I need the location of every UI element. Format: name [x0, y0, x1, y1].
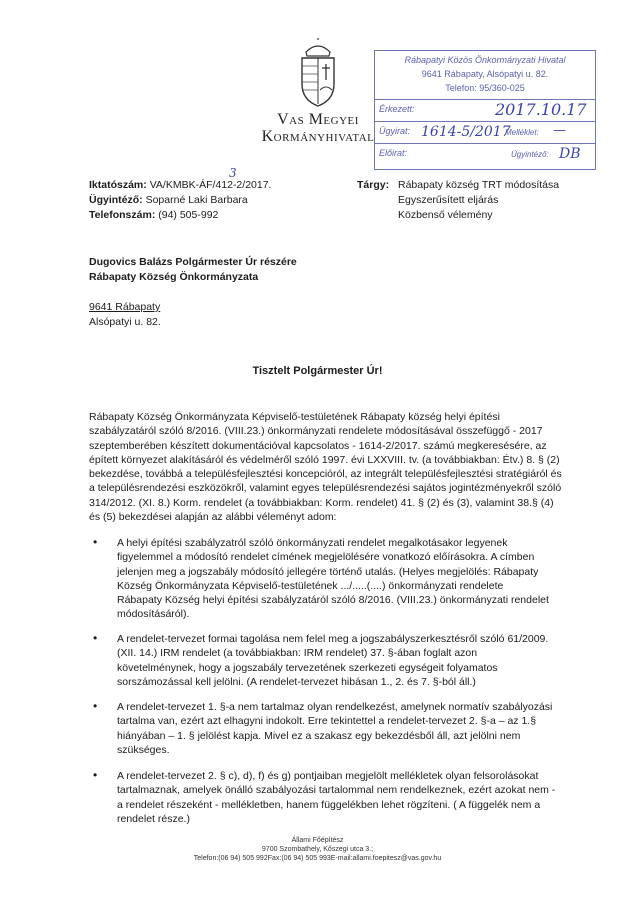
- intro-line: Rábapaty Község Önkormányzata Képviselő-testületének Rábapaty község helyi építési: [89, 411, 500, 423]
- bullet-paragraph-2: [117, 632, 569, 689]
- filing-handwritten-digit: 3: [229, 166, 237, 180]
- bullet-line: sorszámozással kell jelölni. (A rendelet-tervezet hibásan 1., 2. és 7. §-ból áll.): [117, 675, 476, 688]
- bullet-line: A helyi építési szabályzatról szóló önkormányzati rendelet megalkotásakor legyenek: [117, 537, 508, 549]
- intro-line: a településrendezési eszközökről, valamint egyes településrendezési sajátos jogintézményekről szóló: [89, 482, 562, 495]
- bullet-line: Község Önkormányzata Képviselő-testületének .../.....(....) önkormányzati rendelete: [117, 579, 504, 592]
- bullet-icon: •: [93, 535, 98, 549]
- filing-number-label: Iktatószám:: [89, 179, 147, 191]
- stamp-attachment-value: —: [553, 123, 566, 138]
- bullet-line: szükséges.: [117, 743, 170, 756]
- intro-paragraph: [89, 410, 569, 524]
- stamp-clerk-value: DB: [559, 146, 581, 162]
- bullet-icon: •: [93, 631, 98, 645]
- stamp-address: 9641 Rábapaty, Alsópatyi u. 82.: [421, 69, 549, 79]
- subject-line: Rábapaty község TRT módosítása: [398, 179, 560, 191]
- administrator-label: Ügyintéző:: [89, 194, 143, 206]
- subject-label: Tárgy:: [357, 179, 390, 191]
- subject-line: Közbenső vélemény: [398, 209, 493, 221]
- stamp-filing-value: 1614-5/2017: [421, 124, 511, 140]
- bullet-line: A rendelet-tervezet 1. §-a nem tartalmaz olyan rendelkezést, amelynek normatív szabályozási: [117, 701, 553, 713]
- stamp-clerk-label: Ügyintéző:: [511, 150, 549, 159]
- stamp-predecessor-label: Előirat:: [379, 148, 408, 158]
- administrator-value: Soparné Laki Barbara: [145, 194, 248, 206]
- phone-label: Telefonszám:: [89, 209, 156, 221]
- bullet-line: A rendelet-tervezet 2. § c), d), f) és g) pontjaiban megjelölt mellékletek olyan felsorolásokat: [117, 770, 539, 782]
- stamp-title: Rábapatyi Közös Önkormányzati Hivatal: [404, 55, 566, 65]
- registry-stamp: [374, 50, 596, 170]
- footer-line3: Telefon:(06 94) 505 992Fax:(06 94) 505 993E-mail:allami.foepitesz@vas.gov.hu: [193, 855, 442, 862]
- stamp-row-predecessor: [375, 143, 595, 168]
- phone-row: [89, 208, 271, 223]
- stamp-row-received: [375, 99, 595, 122]
- bullet-icon: •: [93, 768, 98, 782]
- subject-lines: [398, 178, 559, 223]
- subject-line: Egyszerűsített eljárás: [398, 194, 499, 206]
- recipient-line1: Dugovics Balázs Polgármester Úr részére: [89, 256, 297, 268]
- stamp-filing-label: Ügyirat:: [379, 126, 411, 136]
- footer: [150, 836, 485, 863]
- bullet-line: jelenjen meg a jogszabály módosító jellegére történő utalás. (Helyes megjelölés: Rábapaty: [117, 565, 539, 578]
- intro-line: és (5) bekezdései alapján az alábbi véleményt adom:: [89, 511, 337, 524]
- bullet-line: hiányában – 1. § jelölést kapja. Mivel ez a szakasz egy bekezdésből áll, azt jelölni nem: [117, 729, 521, 742]
- bullet-line: a rendelet részeként - mellékletben, hanem függelékben lehet rögzíteni. ( A függelék nem a: [117, 798, 541, 811]
- recipient-address1: 9641 Rábapaty: [89, 301, 161, 313]
- org-name-line2: Kormányhivatal: [261, 128, 375, 145]
- bullet-line: módosításáról).: [117, 608, 190, 621]
- bullet-line: tartalma van, ezért azt elhagyni indokolt. Erre tekintettel a rendelet-tervezet 2. §-a – az 1.§: [117, 715, 537, 728]
- bullet-line: tartalmaznak, amelyek önálló szabályozási tartalommal nem rendelkeznek, ezért azokat nem -: [117, 784, 556, 797]
- phone-value: (94) 505-992: [158, 209, 219, 221]
- footer-line2: 9700 Szombathely, Kőszegi utca 3.;: [261, 846, 374, 853]
- administrator-row: [89, 193, 271, 208]
- intro-line: szeptemberében készített dokumentációval kapcsolatos - 1614-2/2017. számú megkeresésére, az: [89, 439, 547, 452]
- bullet-line: rendelet része.): [117, 812, 190, 825]
- bullet-line: A rendelet-tervezet formai tagolása nem felel meg a jogszabályszerkesztésről szóló 61/2009.: [117, 633, 549, 645]
- org-name-line1: Vas Megyei: [277, 111, 359, 128]
- stamp-phone: Telefon: 95/360-025: [445, 83, 525, 93]
- stamp-attachment-label: Melléklet:: [505, 128, 539, 137]
- recipient-address: [89, 300, 161, 330]
- filing-number-value: VA/KMBK-ÁF/412-2/2017.: [149, 179, 272, 191]
- salutation: Tisztelt Polgármester Úr!: [252, 365, 383, 377]
- recipient: [89, 255, 297, 285]
- filing-number-row: [89, 178, 271, 193]
- intro-line: 314/2012. (XI. 8.) Korm. rendelet (a továbbiakban: Korm. rendelet) 41. § (2) és (3), valamint 38.§ (4): [89, 496, 554, 509]
- bullet-paragraph-3: [117, 700, 569, 757]
- footer-line1: Állami Főépítész: [291, 837, 344, 844]
- stamp-row-filing: [375, 121, 595, 144]
- bullet-line: figyelemmel a módosító rendelet címének megjelölésére vonatkozó előírásokra. A címben: [117, 551, 535, 564]
- bullet-line: követelménynek, hogy a jogszabály tervezetének szerkezeti egységeit folyamatos: [117, 661, 498, 674]
- recipient-address2: Alsópatyi u. 82.: [89, 316, 161, 328]
- meta-left: [89, 178, 271, 223]
- bullet-icon: •: [93, 699, 98, 713]
- bullet-line: (XII. 14.) IRM rendelet (a továbbiakban: IRM rendelet) 37. §-ában foglalt azon: [117, 647, 478, 660]
- stamp-received-value: 2017.10.17: [495, 100, 587, 119]
- intro-line: épített környezet alakításáról és védelméről szóló 1997. évi LXXVIII. tv. (a továbbiakban: Étv.) 8. § (2): [89, 453, 560, 466]
- bullet-paragraph-4: [117, 769, 569, 826]
- intro-line: szabályzatáról szóló 8/2016. (VIII.23.) önkormányzati rendelete módosításával összefüggő - 2017: [89, 425, 543, 438]
- bullet-line: Rábapaty Község helyi építési szabályzatáról szóló 8/2016. (VIII.23.) önkormányzati rendelet: [117, 594, 549, 607]
- coat-of-arms-icon: [296, 38, 340, 110]
- recipient-line2: Rábapaty Község Önkormányzata: [89, 271, 259, 283]
- bullet-paragraph-1: [117, 536, 569, 622]
- intro-line: bekezdése, továbbá a településfejlesztési koncepcióról, az integrált településfejlesztési stratégiáról és: [89, 468, 562, 481]
- stamp-received-label: Érkezett:: [379, 104, 415, 114]
